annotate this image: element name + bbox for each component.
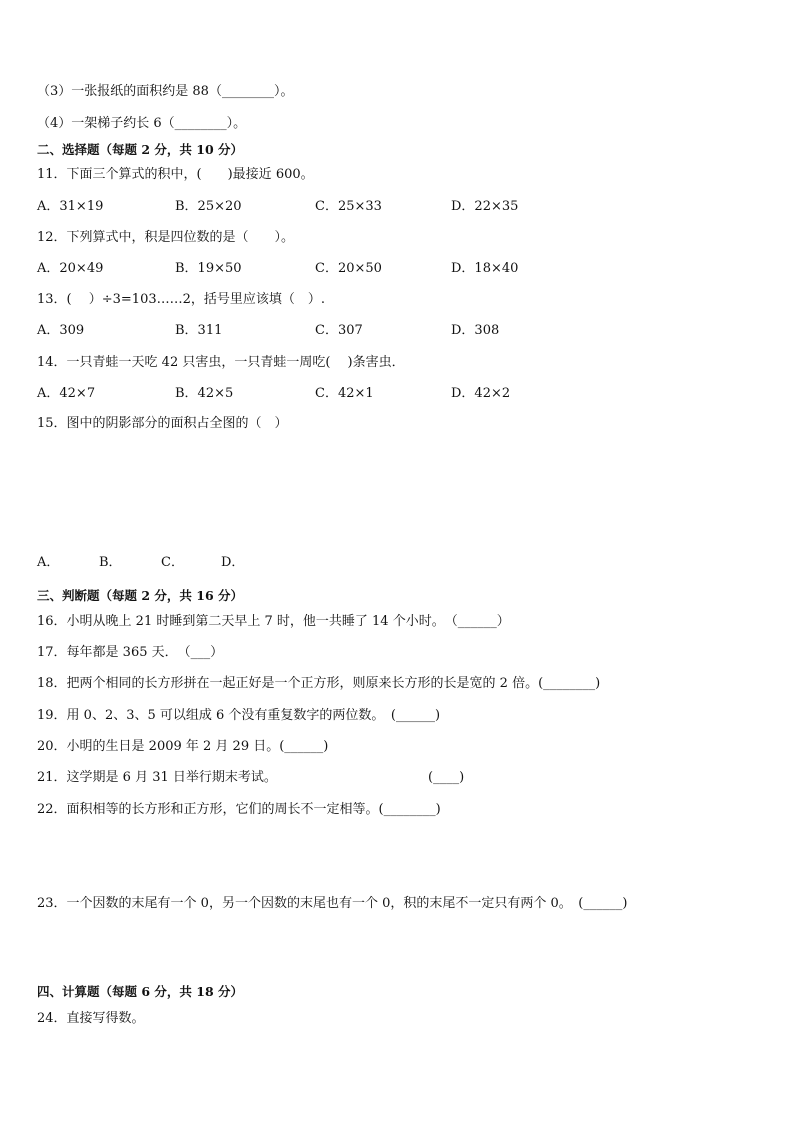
question-13: 13．( ）÷3=103……2，括号里应该填（ ）. <box>37 292 326 307</box>
option-d: D． <box>221 555 245 570</box>
option-a: A．42×7 <box>37 386 96 401</box>
question-11: 11．下面三个算式的积中，( )最接近 600。 <box>37 167 314 182</box>
section-2-heading: 二、选择题（每题 2 分，共 10 分） <box>37 142 244 157</box>
question-18: 18．把两个相同的长方形拼在一起正好是一个正方形，则原来长方形的长是宽的 2 倍。(________) <box>37 676 601 691</box>
question-16: 16．小明从晚上 21 时睡到第二天早上 7 时，他一共睡了 14 个小时。 （______） <box>37 614 510 629</box>
option-a: A．20×49 <box>37 261 104 276</box>
section-3-heading: 三、判断题（每题 2 分，共 16 分） <box>37 588 244 603</box>
option-b: B．25×20 <box>175 199 242 214</box>
question-10-3: （3）一张报纸的面积约是 88（________）。 <box>37 84 294 99</box>
question-21-answer-blank: (____) <box>428 770 465 785</box>
option-a: A．31×19 <box>37 199 104 214</box>
option-c: C．25×33 <box>315 199 382 214</box>
question-19: 19．用 0、2、3、5 可以组成 6 个没有重复数字的两位数。 (______) <box>37 708 441 723</box>
question-20: 20．小明的生日是 2009 年 2 月 29 日。(______) <box>37 739 329 754</box>
question-10-4: （4）一架梯子约长 6（________）。 <box>37 116 247 131</box>
option-b: B．311 <box>175 323 223 338</box>
option-d: D．42×2 <box>451 386 511 401</box>
option-b: B．19×50 <box>175 261 242 276</box>
question-23: 23．一个因数的末尾有一个 0，另一个因数的末尾也有一个 0，积的末尾不一定只有两个 0。 (______) <box>37 896 628 911</box>
question-24: 24．直接写得数。 <box>37 1011 145 1026</box>
question-15: 15．图中的阴影部分的面积占全图的（ ） <box>37 416 288 431</box>
question-22: 22．面积相等的长方形和正方形，它们的周长不一定相等。(________) <box>37 802 441 817</box>
option-b: B．42×5 <box>175 386 234 401</box>
option-a: A． <box>37 555 60 570</box>
option-c: C．307 <box>315 323 363 338</box>
option-d: D．22×35 <box>451 199 519 214</box>
option-c: C． <box>161 555 184 570</box>
option-c: C．20×50 <box>315 261 382 276</box>
option-d: D．308 <box>451 323 500 338</box>
section-4-heading: 四、计算题（每题 6 分，共 18 分） <box>37 984 244 999</box>
question-21: 21．这学期是 6 月 31 日举行期末考试。 <box>37 770 277 785</box>
question-12: 12．下列算式中，积是四位数的是（ ）。 <box>37 230 295 245</box>
question-15-figure-placeholder <box>60 445 360 545</box>
question-17: 17．每年都是 365 天． （___） <box>37 645 224 660</box>
option-b: B． <box>99 555 122 570</box>
option-c: C．42×1 <box>315 386 374 401</box>
option-a: A．309 <box>37 323 85 338</box>
question-14: 14．一只青蛙一天吃 42 只害虫，一只青蛙一周吃( )条害虫． <box>37 355 405 370</box>
option-d: D．18×40 <box>451 261 519 276</box>
